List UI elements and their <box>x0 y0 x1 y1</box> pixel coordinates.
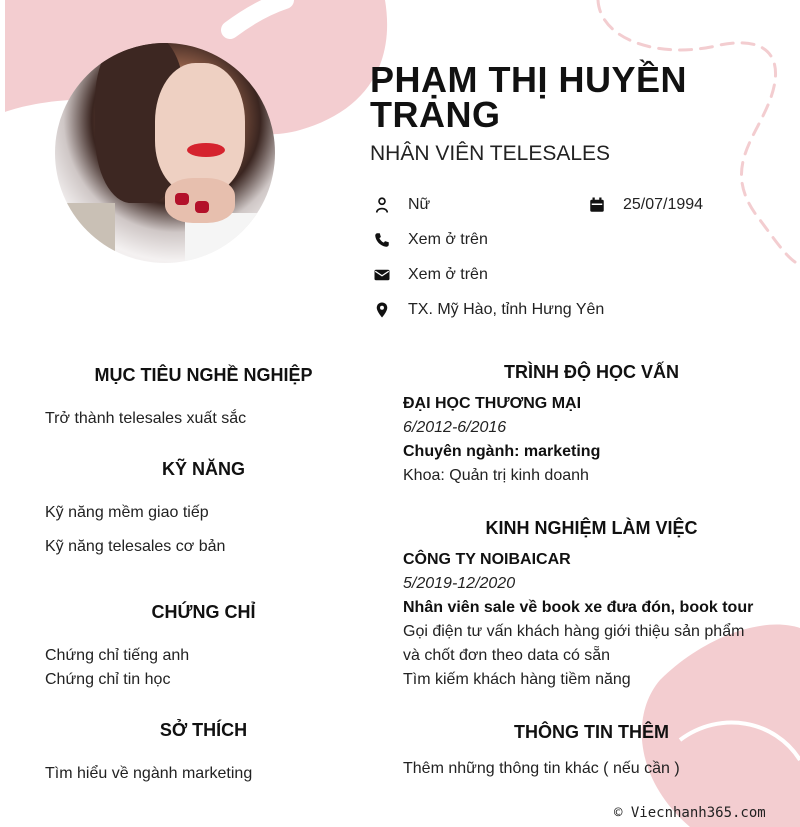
company-name: CÔNG TY NOIBAICAR <box>403 551 571 568</box>
school-name: ĐẠI HỌC THƯƠNG MẠI <box>403 395 582 412</box>
header <box>370 59 770 166</box>
user-icon <box>373 196 391 214</box>
extra-info-text: Thêm những thông tin khác ( nếu cần ) <box>403 760 680 777</box>
experience-desc-line: Tìm kiếm khách hàng tiềm năng <box>403 671 631 688</box>
hobbies-title: SỞ THÍCH <box>159 720 248 740</box>
experience-position: Nhân viên sale về book xe đưa đón, book tour <box>403 599 754 616</box>
experience-desc-line: và chốt đơn theo data có sẵn <box>403 647 611 664</box>
full-name: PHẠM THỊ HUYỀN TRANG <box>370 59 688 135</box>
mail-icon <box>373 266 391 284</box>
certificate-item: Chứng chỉ tin học <box>45 671 171 688</box>
experience-title: KINH NGHIỆM LÀM VIỆC <box>485 518 698 538</box>
experience-period: 5/2019-12/2020 <box>403 575 516 592</box>
info-birthday <box>588 196 703 214</box>
skill-item: Kỹ năng mềm giao tiếp <box>45 504 209 521</box>
objective-title: MỤC TIÊU NGHỀ NGHIỆP <box>94 365 313 385</box>
objective-text: Trở thành telesales xuất sắc <box>45 410 247 427</box>
info-address <box>373 301 604 319</box>
email-value: Xem ở trên <box>408 266 488 283</box>
avatar <box>55 43 275 263</box>
certificate-item: Chứng chỉ tiếng anh <box>45 647 190 664</box>
location-icon <box>373 301 391 319</box>
hobbies-text: Tìm hiểu về ngành marketing <box>45 765 253 782</box>
copyright-footer: © Viecnhanh365.com <box>614 805 766 821</box>
education-period: 6/2012-6/2016 <box>403 419 507 436</box>
phone-value: Xem ở trên <box>408 231 488 248</box>
info-gender <box>373 196 430 214</box>
education-major: Chuyên ngành: marketing <box>403 443 601 460</box>
experience-desc-line: Gọi điện tư vấn khách hàng giới thiệu sản phẩm <box>403 623 745 640</box>
info-phone <box>373 231 488 249</box>
phone-icon <box>373 231 391 249</box>
calendar-icon <box>588 196 606 214</box>
address-value: TX. Mỹ Hào, tỉnh Hưng Yên <box>408 301 605 318</box>
gender-value: Nữ <box>408 196 431 213</box>
job-title: NHÂN VIÊN TELESALES <box>370 142 611 165</box>
certificates-title: CHỨNG CHỈ <box>151 602 256 622</box>
extra-info-title: THÔNG TIN THÊM <box>514 722 669 742</box>
education-title: TRÌNH ĐỘ HỌC VẤN <box>504 362 679 382</box>
skill-item: Kỹ năng telesales cơ bản <box>45 538 226 555</box>
info-email <box>373 266 488 284</box>
skills-title: KỸ NĂNG <box>161 459 245 479</box>
birthday-value: 25/07/1994 <box>623 196 704 213</box>
education-faculty: Khoa: Quản trị kinh doanh <box>403 467 589 484</box>
